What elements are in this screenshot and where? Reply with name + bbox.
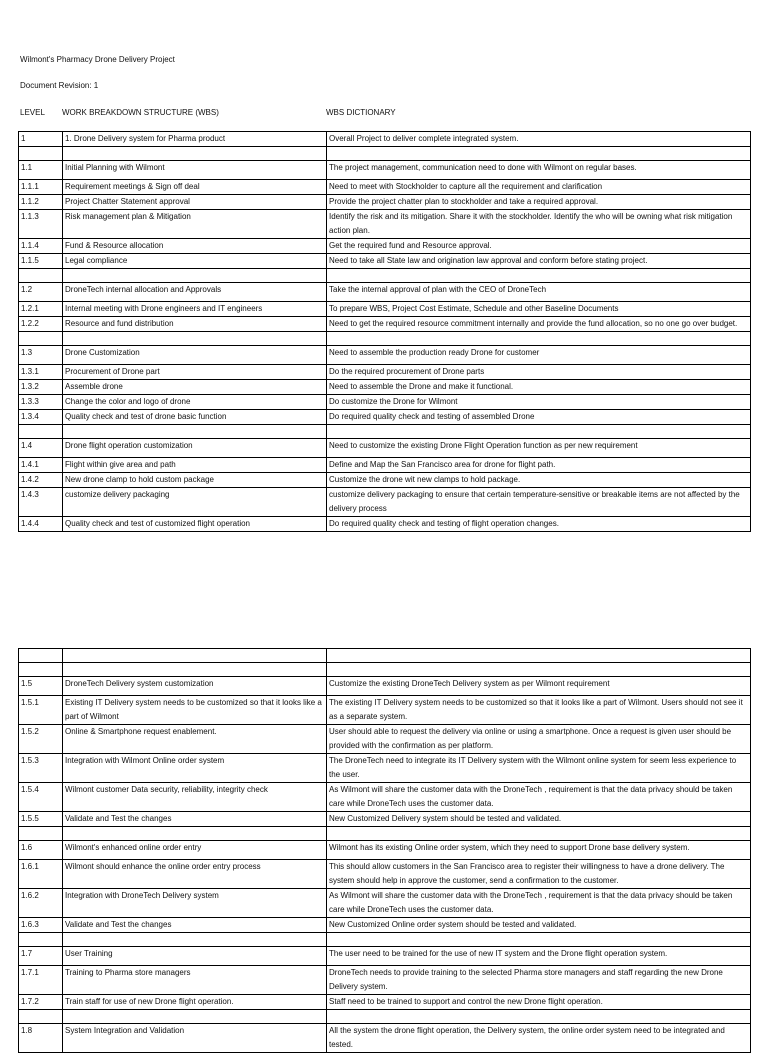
cell-level: 1.1.4 — [19, 239, 63, 254]
table-row — [19, 132, 751, 147]
cell-dictionary: All the system the drone flight operation, the Delivery system, the online order system need to be integrated and tested. — [327, 1024, 751, 1053]
cell-dictionary: Need to assemble the production ready Drone for customer — [327, 346, 751, 365]
cell-wbs: 1. Drone Delivery system for Pharma product — [63, 132, 327, 147]
table-row — [19, 239, 751, 254]
table-row — [19, 933, 751, 947]
cell-dictionary: Define and Map the San Francisco area for drone for flight path. — [327, 458, 751, 473]
cell-dictionary: Customize the drone wit new clamps to hold package. — [327, 473, 751, 488]
table-row — [19, 783, 751, 812]
document-revision: Document Revision: 1 — [20, 81, 99, 90]
cell-level: 1.3.2 — [19, 380, 63, 395]
cell-level: 1.1.2 — [19, 195, 63, 210]
cell-level — [19, 1010, 63, 1024]
cell-level: 1.4 — [19, 439, 63, 458]
cell-dictionary: DroneTech needs to provide training to the selected Pharma store managers and staff regarding the new Drone Delivery system. — [327, 966, 751, 995]
table-row — [19, 269, 751, 283]
table-row — [19, 1010, 751, 1024]
cell-dictionary — [327, 933, 751, 947]
cell-dictionary: The user need to be trained for the use of new IT system and the Drone flight operation system. — [327, 947, 751, 966]
cell-dictionary — [327, 663, 751, 677]
cell-level: 1.5.3 — [19, 754, 63, 783]
cell-level: 1.3.3 — [19, 395, 63, 410]
cell-level: 1.5 — [19, 677, 63, 696]
cell-level: 1 — [19, 132, 63, 147]
cell-level — [19, 425, 63, 439]
cell-level: 1.3 — [19, 346, 63, 365]
cell-level: 1.2 — [19, 283, 63, 302]
wbs-table-page-2 — [18, 648, 751, 1053]
cell-wbs — [63, 827, 327, 841]
table-row — [19, 473, 751, 488]
cell-dictionary: Do the required procurement of Drone parts — [327, 365, 751, 380]
cell-level: 1.1.1 — [19, 180, 63, 195]
cell-wbs: Requirement meetings & Sign off deal — [63, 180, 327, 195]
cell-level: 1.6.1 — [19, 860, 63, 889]
table-row — [19, 395, 751, 410]
cell-level: 1.6 — [19, 841, 63, 860]
cell-level: 1.2.2 — [19, 317, 63, 332]
cell-level: 1.5.2 — [19, 725, 63, 754]
cell-dictionary: Need to take all State law and origination law approval and conform before stating project. — [327, 254, 751, 269]
cell-dictionary — [327, 827, 751, 841]
cell-dictionary: This should allow customers in the San Francisco area to register their willingness to have a drone delivery. The system should help in approve the customer, send a confirmation to the customer. — [327, 860, 751, 889]
table-row — [19, 889, 751, 918]
cell-wbs: Initial Planning with Wilmont — [63, 161, 327, 180]
cell-wbs: Quality check and test of drone basic function — [63, 410, 327, 425]
cell-wbs — [63, 147, 327, 161]
cell-level — [19, 147, 63, 161]
cell-level: 1.4.1 — [19, 458, 63, 473]
cell-wbs — [63, 425, 327, 439]
cell-wbs: Flight within give area and path — [63, 458, 327, 473]
cell-dictionary: The existing IT Delivery system needs to be customized so that it looks like a part of Wilmont. Users should not see it as a separate system. — [327, 696, 751, 725]
cell-level — [19, 933, 63, 947]
cell-wbs: Internal meeting with Drone engineers and IT engineers — [63, 302, 327, 317]
cell-dictionary — [327, 425, 751, 439]
cell-wbs: Resource and fund distribution — [63, 317, 327, 332]
cell-dictionary — [327, 147, 751, 161]
cell-level: 1.4.3 — [19, 488, 63, 517]
cell-level: 1.2.1 — [19, 302, 63, 317]
cell-dictionary: Take the internal approval of plan with the CEO of DroneTech — [327, 283, 751, 302]
cell-dictionary — [327, 332, 751, 346]
cell-dictionary: As Wilmont will share the customer data with the DroneTech , requirement is that the data privacy should be taken care while DroneTech uses the customer data. — [327, 889, 751, 918]
table-row — [19, 161, 751, 180]
cell-wbs: Online & Smartphone request enablement. — [63, 725, 327, 754]
cell-dictionary: Get the required fund and Resource approval. — [327, 239, 751, 254]
cell-dictionary: customize delivery packaging to ensure that certain temperature-sensitive or breakable items are not affected by the delivery process — [327, 488, 751, 517]
cell-level: 1.5.5 — [19, 812, 63, 827]
table-row — [19, 649, 751, 663]
cell-level — [19, 827, 63, 841]
cell-dictionary: Need to get the required resource commitment internally and provide the fund allocation, so no one go over budget. — [327, 317, 751, 332]
table-row — [19, 380, 751, 395]
cell-wbs — [63, 332, 327, 346]
table-row — [19, 488, 751, 517]
table-row — [19, 860, 751, 889]
cell-dictionary: User should able to request the delivery via online or using a smartphone. Once a request is given user should be provided with the confirmation as per platform. — [327, 725, 751, 754]
cell-level: 1.7.2 — [19, 995, 63, 1010]
cell-wbs: Wilmont should enhance the online order entry process — [63, 860, 327, 889]
cell-level: 1.3.4 — [19, 410, 63, 425]
cell-wbs — [63, 1010, 327, 1024]
table-row — [19, 812, 751, 827]
cell-wbs — [63, 933, 327, 947]
cell-wbs: Wilmont customer Data security, reliability, integrity check — [63, 783, 327, 812]
cell-dictionary: Customize the existing DroneTech Delivery system as per Wilmont requirement — [327, 677, 751, 696]
table-row — [19, 517, 751, 532]
table-row — [19, 346, 751, 365]
cell-level: 1.5.4 — [19, 783, 63, 812]
cell-dictionary: Need to customize the existing Drone Flight Operation function as per new requirement — [327, 439, 751, 458]
cell-dictionary: The project management, communication need to done with Wilmont on regular bases. — [327, 161, 751, 180]
cell-level: 1.4.4 — [19, 517, 63, 532]
cell-wbs: customize delivery packaging — [63, 488, 327, 517]
cell-wbs: Existing IT Delivery system needs to be customized so that it looks like a part of Wilmont — [63, 696, 327, 725]
column-header-level: LEVEL — [20, 108, 45, 117]
table-row — [19, 254, 751, 269]
cell-wbs: Training to Pharma store managers — [63, 966, 327, 995]
cell-wbs: Integration with DroneTech Delivery system — [63, 889, 327, 918]
cell-wbs: System Integration and Validation — [63, 1024, 327, 1053]
cell-dictionary — [327, 1010, 751, 1024]
cell-wbs: Legal compliance — [63, 254, 327, 269]
cell-level: 1.7 — [19, 947, 63, 966]
table-row — [19, 283, 751, 302]
cell-level: 1.4.2 — [19, 473, 63, 488]
cell-level: 1.7.1 — [19, 966, 63, 995]
cell-wbs: Integration with Wilmont Online order system — [63, 754, 327, 783]
table-row — [19, 210, 751, 239]
cell-dictionary: Identify the risk and its mitigation. Share it with the stockholder. Identify the who will be owning what risk mitigation action plan. — [327, 210, 751, 239]
cell-wbs: Validate and Test the changes — [63, 918, 327, 933]
table-row — [19, 302, 751, 317]
cell-level: 1.6.3 — [19, 918, 63, 933]
cell-level: 1.6.2 — [19, 889, 63, 918]
cell-wbs: Fund & Resource allocation — [63, 239, 327, 254]
table-row — [19, 195, 751, 210]
cell-wbs: New drone clamp to hold custom package — [63, 473, 327, 488]
cell-level — [19, 663, 63, 677]
table-row — [19, 995, 751, 1010]
cell-wbs: Drone flight operation customization — [63, 439, 327, 458]
table-row — [19, 841, 751, 860]
cell-wbs — [63, 649, 327, 663]
cell-dictionary: Wilmont has its existing Online order system, which they need to support Drone base delivery system. — [327, 841, 751, 860]
cell-wbs: User Training — [63, 947, 327, 966]
cell-level: 1.1.5 — [19, 254, 63, 269]
cell-dictionary: Staff need to be trained to support and control the new Drone flight operation. — [327, 995, 751, 1010]
table-row — [19, 332, 751, 346]
cell-wbs: Assemble drone — [63, 380, 327, 395]
project-title: Wilmont's Pharmacy Drone Delivery Project — [20, 55, 175, 64]
cell-level: 1.1.3 — [19, 210, 63, 239]
cell-wbs: DroneTech Delivery system customization — [63, 677, 327, 696]
cell-wbs: Procurement of Drone part — [63, 365, 327, 380]
cell-wbs: Train staff for use of new Drone flight operation. — [63, 995, 327, 1010]
cell-dictionary: Overall Project to deliver complete integrated system. — [327, 132, 751, 147]
table-row — [19, 947, 751, 966]
cell-wbs: Risk management plan & Mitigation — [63, 210, 327, 239]
cell-wbs: Validate and Test the changes — [63, 812, 327, 827]
cell-level — [19, 649, 63, 663]
table-row — [19, 410, 751, 425]
column-header-wbs: WORK BREAKDOWN STRUCTURE (WBS) — [62, 108, 219, 117]
table-row — [19, 827, 751, 841]
cell-dictionary: To prepare WBS, Project Cost Estimate, Schedule and other Baseline Documents — [327, 302, 751, 317]
table-row — [19, 147, 751, 161]
cell-dictionary: Provide the project chatter plan to stockholder and take a required approval. — [327, 195, 751, 210]
table-row — [19, 754, 751, 783]
cell-dictionary: Do customize the Drone for Wilmont — [327, 395, 751, 410]
table-row — [19, 317, 751, 332]
cell-wbs — [63, 269, 327, 283]
table-row — [19, 918, 751, 933]
cell-wbs: Drone Customization — [63, 346, 327, 365]
cell-wbs — [63, 663, 327, 677]
cell-dictionary: Do required quality check and testing of flight operation changes. — [327, 517, 751, 532]
table-row — [19, 663, 751, 677]
cell-wbs: Project Chatter Statement approval — [63, 195, 327, 210]
cell-level — [19, 332, 63, 346]
cell-dictionary: Do required quality check and testing of assembled Drone — [327, 410, 751, 425]
table-row — [19, 458, 751, 473]
table-row — [19, 725, 751, 754]
cell-dictionary: Need to meet with Stockholder to capture all the requirement and clarification — [327, 180, 751, 195]
table-row — [19, 1024, 751, 1053]
cell-dictionary: New Customized Delivery system should be tested and validated. — [327, 812, 751, 827]
cell-wbs: Quality check and test of customized flight operation — [63, 517, 327, 532]
cell-dictionary: Need to assemble the Drone and make it functional. — [327, 380, 751, 395]
cell-level — [19, 269, 63, 283]
cell-level: 1.5.1 — [19, 696, 63, 725]
cell-dictionary: New Customized Online order system should be tested and validated. — [327, 918, 751, 933]
column-header-dictionary: WBS DICTIONARY — [326, 108, 396, 117]
cell-dictionary: As Wilmont will share the customer data with the DroneTech , requirement is that the data privacy should be taken care while DroneTech uses the customer data. — [327, 783, 751, 812]
cell-wbs: Wilmont's enhanced online order entry — [63, 841, 327, 860]
cell-wbs: Change the color and logo of drone — [63, 395, 327, 410]
wbs-table-page-1 — [18, 131, 751, 532]
table-row — [19, 365, 751, 380]
table-row — [19, 966, 751, 995]
table-row — [19, 439, 751, 458]
table-row — [19, 180, 751, 195]
cell-dictionary — [327, 269, 751, 283]
cell-dictionary: The DroneTech need to integrate its IT Delivery system with the Wilmont online system for seem less experience to the user. — [327, 754, 751, 783]
cell-wbs: DroneTech internal allocation and Approvals — [63, 283, 327, 302]
table-row — [19, 677, 751, 696]
table-row — [19, 425, 751, 439]
table-row — [19, 696, 751, 725]
cell-level: 1.3.1 — [19, 365, 63, 380]
cell-level: 1.1 — [19, 161, 63, 180]
cell-dictionary — [327, 649, 751, 663]
cell-level: 1.8 — [19, 1024, 63, 1053]
